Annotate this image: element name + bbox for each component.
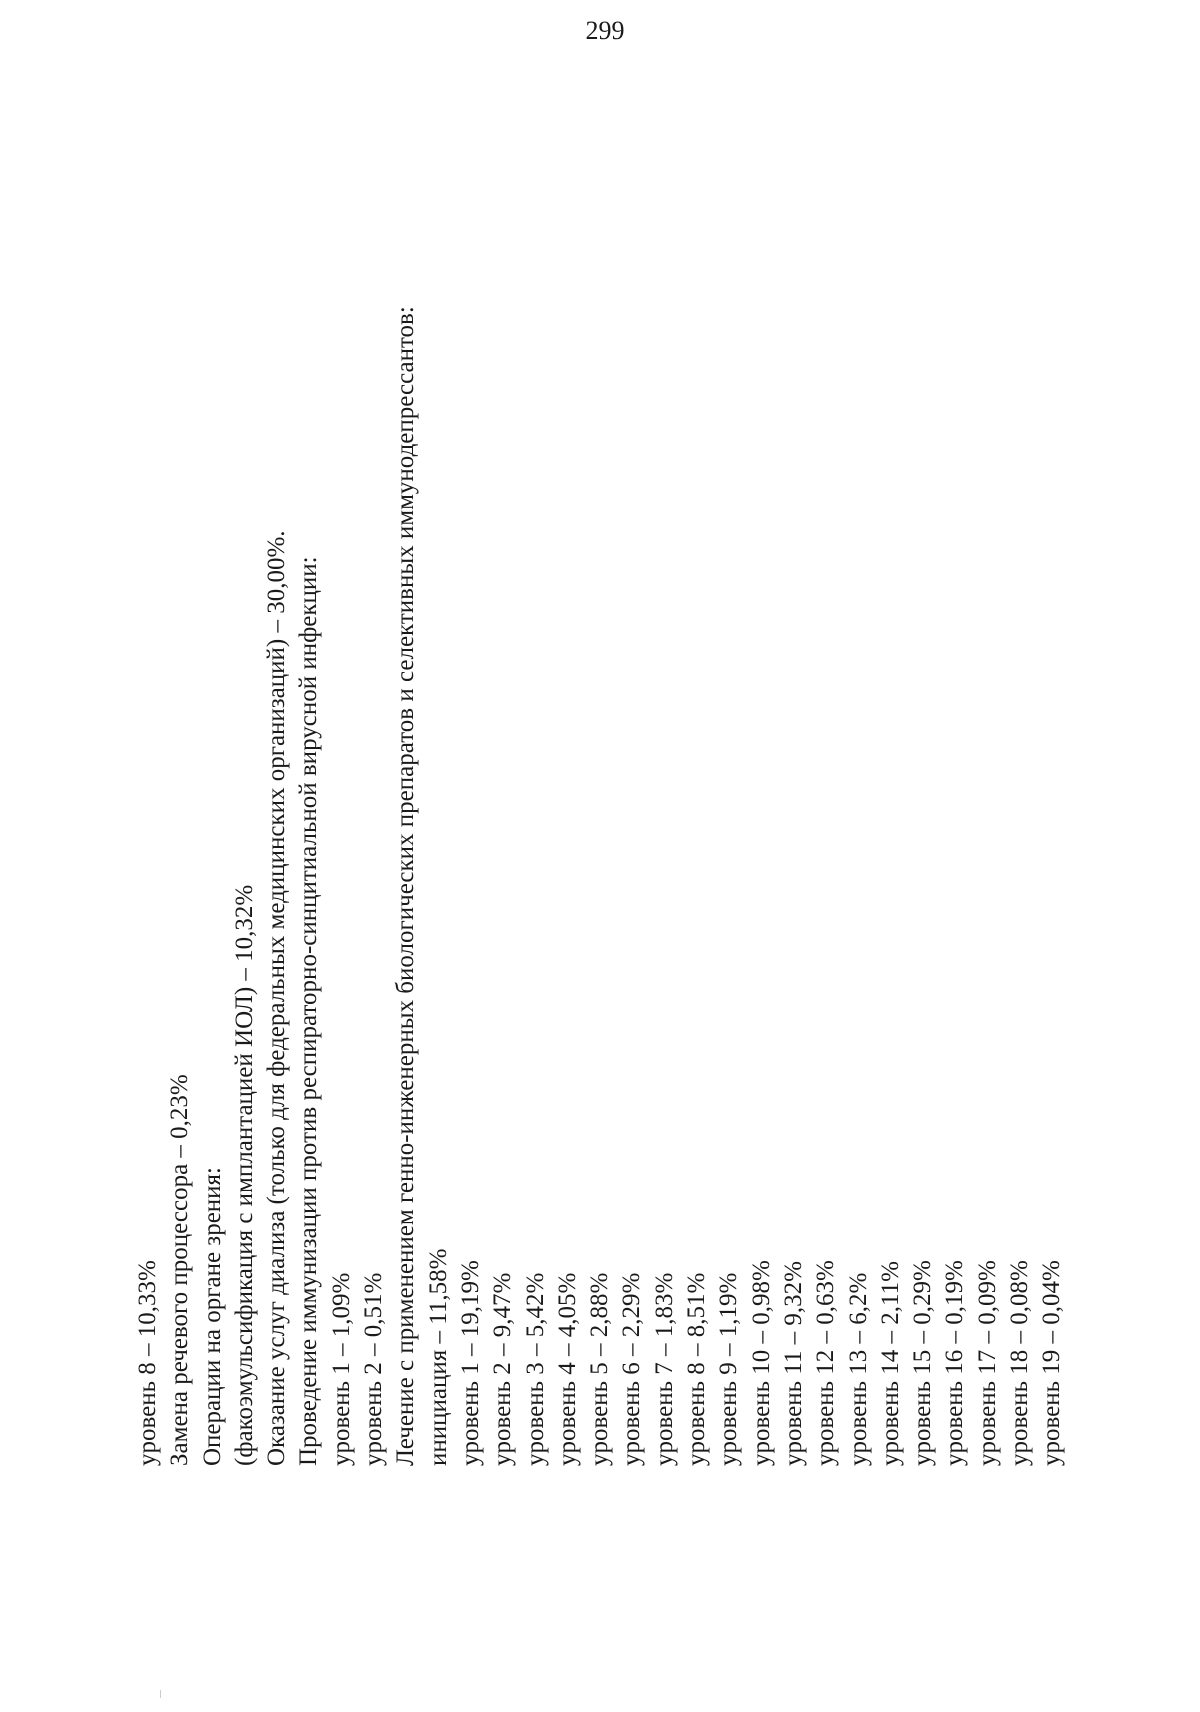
text-line: уровень 14 – 2,11%: [876, 1261, 904, 1466]
text-line: уровень 15 – 0,29%: [909, 1260, 937, 1466]
text-line: уровень 16 – 0,19%: [941, 1260, 969, 1466]
rotated-text-block: [132, 241, 1069, 1466]
text-line: Проведение иммунизации против респираторно-синцитиальной вирусной инфекции:: [295, 556, 323, 1466]
text-line: уровень 12 – 0,63%: [812, 1260, 840, 1466]
text-line: уровень 1 – 19,19%: [456, 1260, 484, 1466]
text-line: уровень 2 – 0,51%: [360, 1272, 388, 1466]
text-line: уровень 18 – 0,08%: [1006, 1260, 1034, 1466]
text-line: уровень 7 – 1,83%: [650, 1272, 678, 1466]
text-line: уровень 8 – 8,51%: [683, 1272, 711, 1466]
text-line: уровень 19 – 0,04%: [1038, 1260, 1066, 1466]
text-line: уровень 8 – 10,33%: [134, 1260, 161, 1466]
text-line: уровень 1 – 1,09%: [327, 1272, 355, 1466]
text-line: уровень 11 – 9,32%: [779, 1261, 807, 1466]
text-line: уровень 13 – 6,2%: [844, 1272, 872, 1466]
text-line: Операции на органе зрения:: [198, 1167, 226, 1466]
text-line: уровень 4 – 4,05%: [553, 1272, 581, 1466]
text-line: уровень 2 – 9,47%: [489, 1272, 517, 1466]
text-line: уровень 10 – 0,98%: [747, 1260, 775, 1466]
text-line: инициация – 11,58%: [424, 1248, 452, 1466]
text-line: (факоэмульсификация с имплантацией ИОЛ) – 10,32%: [230, 884, 258, 1466]
text-line: уровень 17 – 0,09%: [973, 1260, 1001, 1466]
text-line: уровень 9 – 1,19%: [715, 1272, 743, 1466]
text-line: уровень 3 – 5,42%: [521, 1272, 549, 1466]
text-line: уровень 5 – 2,88%: [586, 1272, 614, 1466]
text-line: Лечение с применением генно-инженерных биологических препаратов и селективных иммунодепрессантов:: [392, 306, 420, 1466]
scan-mark: [160, 1690, 161, 1698]
page-number: 299: [585, 16, 625, 45]
text-line: уровень 6 – 2,29%: [618, 1272, 646, 1466]
text-line: Замена речевого процессора – 0,23%: [166, 1074, 194, 1466]
text-line: Оказание услуг диализа (только для федеральных медицинских организаций) – 30,00%.: [263, 530, 291, 1466]
